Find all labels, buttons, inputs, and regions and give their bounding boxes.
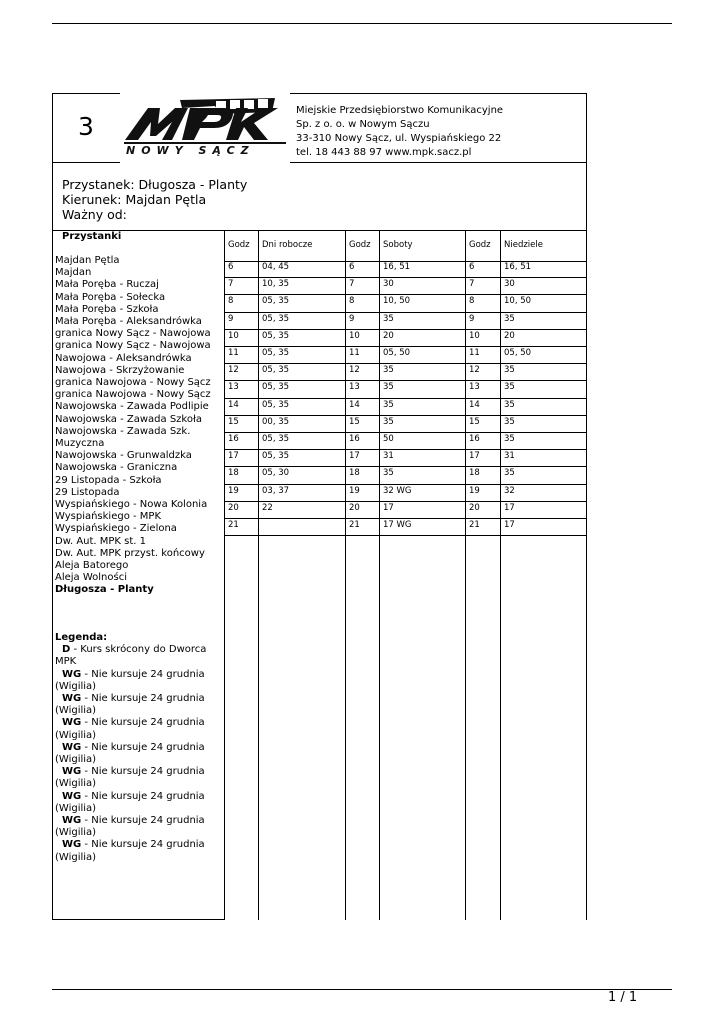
legend-text: - Nie kursuje 24 grudnia (Wigilia): [55, 668, 205, 692]
route-number: 3: [78, 112, 94, 141]
legend-item: [55, 766, 220, 790]
minutes-cell: 05, 35: [262, 365, 290, 376]
hour-cell: 19: [349, 485, 360, 496]
col-sep-3: [379, 230, 380, 920]
stop-list-item: Mała Poręba - Aleksandrówka: [55, 316, 202, 328]
hour-cell: 21: [469, 520, 480, 530]
header-divider-left: [52, 162, 120, 163]
bottom-rule: [52, 989, 672, 990]
legend-text: - Kurs skrócony do Dworca MPK: [55, 644, 207, 668]
company-line: 33-310 Nowy Sącz, ul. Wyspiańskiego 22: [296, 133, 502, 144]
minutes-cell: 17: [383, 502, 394, 513]
company-info: [296, 104, 503, 160]
minutes-cell: 16, 51: [504, 262, 532, 272]
minutes-cell: 35: [383, 365, 394, 376]
minutes-cell: 10, 50: [383, 296, 411, 307]
legend-code: WG: [62, 815, 82, 827]
legend-text: - Nie kursuje 24 grudnia (Wigilia): [55, 815, 205, 839]
stop-list-item: 29 Listopada: [55, 486, 120, 498]
legend-text: - Nie kursuje 24 grudnia (Wigilia): [55, 790, 205, 814]
hour-cell: 18: [228, 468, 239, 479]
minutes-cell: 22: [262, 502, 273, 513]
minutes-cell: 35: [383, 468, 394, 479]
stops-header: Przystanki: [62, 231, 122, 242]
stop-list-item: Nawojowa - Skrzyżowanie: [55, 364, 185, 376]
hour-cell: 17: [228, 451, 239, 462]
hour-cell: 8: [228, 296, 234, 307]
legend-code: WG: [62, 839, 82, 851]
legend-text: - Nie kursuje 24 grudnia (Wigilia): [55, 766, 205, 790]
legend-code: WG: [62, 741, 82, 753]
legend-text: - Nie kursuje 24 grudnia (Wigilia): [55, 717, 205, 741]
legend-code: WG: [62, 668, 82, 680]
hour-cell: 20: [349, 502, 360, 513]
legend-item: [55, 815, 220, 839]
legend-item: [55, 791, 220, 815]
header-divider-right: [290, 162, 586, 163]
minutes-cell: 05, 35: [262, 330, 290, 341]
row-line: [224, 380, 587, 381]
row-line: [224, 312, 587, 313]
hour-cell: 20: [228, 502, 239, 513]
stop-list-item: Dw. Aut. MPK przyst. końcowy: [55, 547, 205, 559]
hour-cell: 15: [228, 416, 239, 427]
minutes-cell: 35: [504, 434, 515, 444]
minutes-cell: 31: [504, 451, 515, 462]
hour-cell: 9: [349, 313, 355, 324]
hour-cell: 21: [228, 520, 239, 530]
stop-list-item: Aleja Wolności: [55, 572, 127, 584]
minutes-cell: 05, 35: [262, 399, 290, 410]
hour-cell: 15: [469, 416, 480, 427]
stop-list-item: Aleja Batorego: [55, 560, 129, 572]
row-line: [224, 501, 587, 502]
page-number: 1 / 1: [608, 990, 638, 1005]
minutes-cell: 04, 45: [262, 262, 290, 272]
row-line: [224, 277, 587, 278]
minutes-cell: 17: [504, 520, 515, 530]
minutes-cell: 35: [383, 313, 394, 324]
legend-title: Legenda:: [55, 632, 108, 643]
hour-cell: 7: [469, 279, 475, 290]
stop-list-item: Nawojowska - Graniczna: [55, 462, 178, 474]
stop-list-item: Wyspiańskiego - Zielona: [55, 523, 177, 535]
legend-code: WG: [62, 693, 82, 705]
hour-cell: 10: [469, 330, 480, 341]
row-line: [224, 466, 587, 467]
minutes-cell: 05, 35: [262, 348, 290, 358]
col-sep-1: [258, 230, 259, 920]
legend-text: - Nie kursuje 24 grudnia (Wigilia): [55, 839, 205, 863]
row-line: [224, 449, 587, 450]
legend-item: [55, 644, 220, 668]
legend: [55, 632, 220, 864]
minutes-cell: 20: [504, 330, 515, 341]
hour-cell: 10: [349, 330, 360, 341]
column-header: Dni robocze: [262, 240, 313, 250]
hour-cell: 7: [228, 279, 234, 290]
row-line: [224, 329, 587, 330]
column-header: Godz: [349, 240, 371, 250]
minutes-cell: 05, 50: [504, 348, 532, 358]
minutes-cell: 32 WG: [383, 485, 412, 496]
stop-list-item: granica Nowy Sącz - Nawojowa: [55, 340, 211, 352]
hour-cell: 11: [469, 348, 480, 358]
column-header: Godz: [228, 240, 250, 250]
row-line: [224, 535, 587, 536]
stop-info: [62, 177, 247, 222]
frame-left: [52, 93, 53, 920]
hour-cell: 6: [469, 262, 475, 272]
row-line: [224, 432, 587, 433]
stop-list-item: Nawojowa - Aleksandrówka: [55, 352, 192, 364]
hour-cell: 17: [349, 451, 360, 462]
hour-cell: 14: [349, 399, 360, 410]
minutes-cell: 35: [504, 416, 515, 427]
col-sep-stops: [224, 230, 225, 920]
hour-cell: 10: [228, 330, 239, 341]
legend-item: [55, 839, 220, 863]
company-line: Miejskie Przedsiębiorstwo Komunikacyjne: [296, 105, 504, 116]
legend-code: WG: [62, 717, 82, 729]
stop-direction: Kierunek: Majdan Pętla: [62, 192, 207, 207]
company-line: Sp. z o. o. w Nowym Sączu: [296, 119, 430, 130]
hour-cell: 7: [349, 279, 355, 290]
hour-cell: 21: [349, 520, 360, 530]
hour-cell: 16: [469, 434, 480, 444]
row-line: [224, 294, 587, 295]
hour-cell: 16: [228, 434, 239, 444]
legend-item: [55, 742, 220, 766]
minutes-cell: 32: [504, 485, 515, 496]
minutes-cell: 35: [504, 399, 515, 410]
minutes-cell: 35: [504, 382, 515, 393]
stop-list-item: Nawojowska - Zawada Podlipie: [55, 401, 209, 413]
hour-cell: 11: [349, 348, 360, 358]
legend-text: - Nie kursuje 24 grudnia (Wigilia): [55, 693, 205, 717]
frame-top-right: [290, 93, 586, 94]
row-line: [224, 415, 587, 416]
minutes-cell: 35: [383, 399, 394, 410]
minutes-cell: 10, 50: [504, 296, 532, 307]
hour-cell: 13: [349, 382, 360, 393]
stop-list-item: Majdan: [55, 267, 92, 279]
info-divider: [52, 230, 587, 231]
row-line: [224, 346, 587, 347]
stop-list-item: Wyspiańskiego - MPK: [55, 511, 162, 523]
hour-cell: 9: [228, 313, 234, 324]
stop-list-item: Nawojowska - Zawada Szkoła: [55, 413, 202, 425]
stop-list-item: Wyspiańskiego - Nowa Kolonia: [55, 499, 208, 511]
minutes-cell: 35: [504, 468, 515, 479]
stop-list-item: granica Nowy Sącz - Nawojowa: [55, 328, 211, 340]
minutes-cell: 05, 35: [262, 382, 290, 393]
minutes-cell: 00, 35: [262, 416, 290, 427]
minutes-cell: 05, 30: [262, 468, 290, 479]
minutes-cell: 05, 35: [262, 434, 290, 444]
column-header: Godz: [469, 240, 491, 250]
hour-cell: 14: [469, 399, 480, 410]
minutes-cell: 30: [383, 279, 394, 290]
row-line: [224, 518, 587, 519]
hour-cell: 12: [228, 365, 239, 376]
legend-item: [55, 669, 220, 693]
hour-cell: 8: [469, 296, 475, 307]
column-header: Soboty: [383, 240, 413, 250]
hour-cell: 18: [469, 468, 480, 479]
stop-list-item: granica Nawojowa - Nowy Sącz: [55, 389, 211, 401]
minutes-cell: 05, 35: [262, 296, 290, 307]
legend-code: WG: [62, 790, 82, 802]
stop-list-item: Dw. Aut. MPK st. 1: [55, 535, 147, 547]
hour-cell: 13: [469, 382, 480, 393]
minutes-cell: 20: [383, 330, 394, 341]
hour-cell: 11: [228, 348, 239, 358]
stop-list-item: Mała Poręba - Sołecka: [55, 291, 166, 303]
stop-list-item: Nawojowska - Zawada Szk.: [55, 425, 191, 437]
stop-list-item: granica Nawojowa - Nowy Sącz: [55, 377, 211, 389]
hour-cell: 19: [469, 485, 480, 496]
hour-cell: 20: [469, 502, 480, 513]
minutes-cell: 17: [504, 502, 515, 513]
stop-list-item: Mała Poręba - Ruczaj: [55, 279, 159, 291]
hour-cell: 8: [349, 296, 355, 307]
minutes-cell: 10, 35: [262, 279, 290, 290]
legend-code: WG: [62, 766, 82, 778]
col-sep-5: [500, 230, 501, 920]
hour-cell: 12: [349, 365, 360, 376]
minutes-cell: 35: [504, 365, 515, 376]
hour-cell: 17: [469, 451, 480, 462]
stop-list-item: Majdan Pętla: [55, 255, 120, 266]
logo-subtext: NOWY SĄCZ: [126, 144, 255, 156]
legend-item: [55, 693, 220, 717]
stop-list-item: Muzyczna: [55, 438, 105, 450]
row-line: [224, 398, 587, 399]
minutes-cell: 17 WG: [383, 520, 412, 530]
hour-cell: 19: [228, 485, 239, 496]
stop-valid-from: Ważny od:: [62, 207, 127, 222]
minutes-cell: 31: [383, 451, 394, 462]
minutes-cell: 35: [504, 313, 515, 324]
legend-text: - Nie kursuje 24 grudnia (Wigilia): [55, 741, 205, 766]
hour-cell: 6: [349, 262, 355, 272]
row-line: [224, 484, 587, 485]
top-rule: [52, 23, 672, 24]
frame-bottom-left: [52, 919, 225, 920]
minutes-cell: 35: [383, 382, 394, 393]
col-sep-4: [465, 230, 466, 920]
stop-list-item: 29 Listopada - Szkoła: [55, 474, 162, 486]
hour-cell: 9: [469, 313, 475, 324]
legend-code: D: [62, 644, 71, 656]
col-sep-2: [345, 230, 346, 920]
minutes-cell: 05, 50: [383, 348, 411, 358]
company-line: tel. 18 443 88 97 www.mpk.sacz.pl: [296, 147, 472, 158]
hour-cell: 13: [228, 382, 239, 393]
hour-cell: 16: [349, 434, 360, 444]
frame-right: [586, 93, 587, 920]
hour-cell: 15: [349, 416, 360, 427]
minutes-cell: 03, 37: [262, 485, 290, 496]
stop-name: Przystanek: Długosza - Planty: [62, 177, 248, 192]
hour-cell: 14: [228, 399, 239, 410]
column-header: Niedziele: [504, 240, 543, 250]
minutes-cell: 05, 35: [262, 451, 290, 462]
hour-cell: 12: [469, 365, 480, 376]
frame-top-left: [52, 93, 120, 94]
minutes-cell: 16, 51: [383, 262, 411, 272]
hour-cell: 18: [349, 468, 360, 479]
stop-list-item: Nawojowska - Grunwaldzka: [55, 450, 192, 462]
stops-list: [55, 255, 223, 597]
minutes-cell: 35: [383, 416, 394, 427]
mpk-logo: [120, 96, 290, 156]
hour-cell: 6: [228, 262, 234, 272]
minutes-cell: 30: [504, 279, 515, 290]
stop-list-item: Mała Poręba - Szkoła: [55, 303, 159, 315]
legend-item: [55, 717, 220, 741]
minutes-cell: 05, 35: [262, 313, 290, 324]
row-line: [224, 363, 587, 364]
minutes-cell: 50: [383, 434, 394, 444]
stop-list-item: Długosza - Planty: [55, 584, 154, 596]
